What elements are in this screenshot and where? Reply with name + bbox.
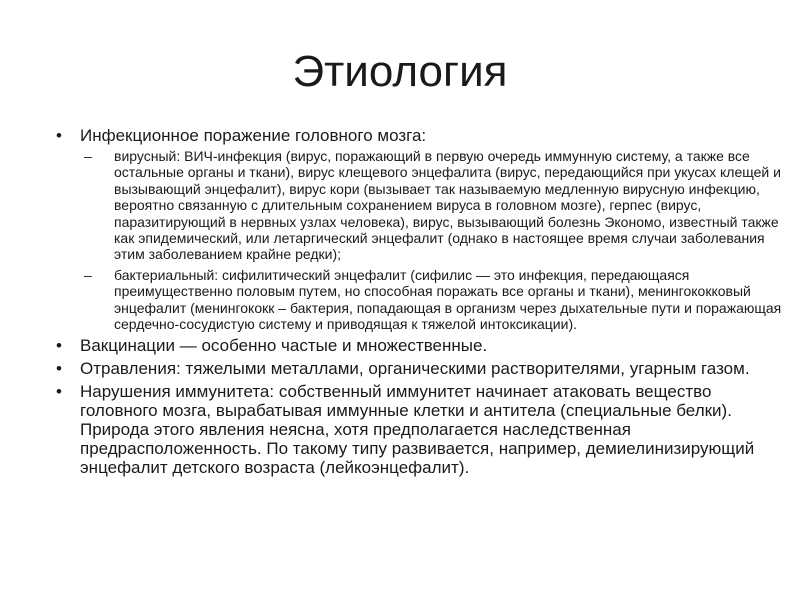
slide-title: Этиология [292,47,508,96]
bullet-icon: • [56,336,62,356]
sub-item-text: вирусный: ВИЧ-инфекция (вирус, поражающий в первую очередь иммунную систему, а также все остальные органы и ткани), вирус клещевого энцефалита (вирус, передающийся при укусах клещей и вызывающий энцефалит), вирус кори (вызывает так называемую медленную вирусную инфекцию, вероятно связанную с длительным сохранением вируса в головном мозге), герпес (вирус, паразитирующий в нервных узлах человека), вирус, вызывающий болезнь Экономо, известный также как эпидемический, или летаргический энцефалит (однако в настоящее время случаи заболевания этим заболеванием крайне редки); [114,148,781,263]
dash-icon: – [84,266,92,283]
bullet-list [56,126,786,477]
bullet-icon: • [56,382,62,402]
sub-item-bacterial [80,267,786,333]
list-item-immunity [56,382,786,477]
list-item-vaccination [56,336,786,355]
list-item-text: Инфекционное поражение головного мозга: [80,126,427,145]
sub-item-viral [80,148,786,263]
list-item-text: Вакцинации — особенно частые и множественные. [80,336,488,356]
bullet-icon: • [56,126,62,145]
sub-list [80,148,786,332]
list-item-infection [56,126,786,332]
list-item-text: Нарушения иммунитета: собственный иммунитет начинает атаковать вещество головного мозга, вырабатывая иммунные клетки и антитела (специальные белки). Природа этого явления неясна, хотя предполагается наследственная предрасположенность. По такому типу развивается, например, демиелинизирующий энцефалит детского возраста (лейкоэнцефалит). [80,382,755,478]
list-item-poisoning [56,359,786,378]
slide-content [56,126,786,481]
bullet-icon: • [56,359,62,379]
list-item-text: Отравления: тяжелыми металлами, органическими растворителями, угарным газом. [80,359,750,379]
sub-item-text: бактериальный: сифилитический энцефалит (сифилис — это инфекция, передающаяся преимущественно половым путем, но способная поражать все органы и ткани), менингококковый энцефалит (менингококк – бактерия, попадающая в организм через дыхательные пути и поражающая сердечно-сосудистую систему и приводящая к тяжелой интоксикации). [114,266,782,333]
dash-icon: – [84,148,92,164]
